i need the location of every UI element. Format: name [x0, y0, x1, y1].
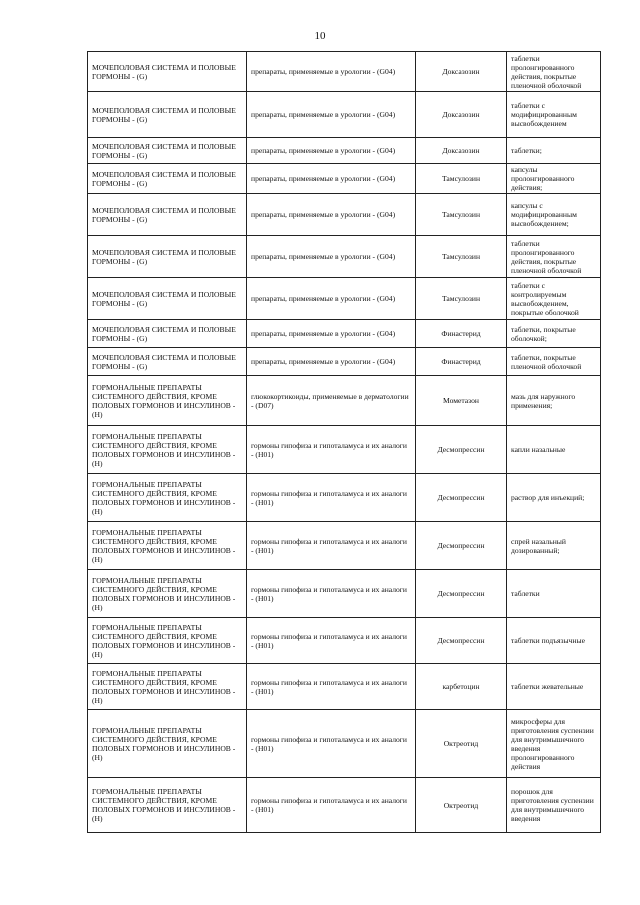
subgroup-cell: препараты, применяемые в урологии - (G04) — [247, 348, 416, 376]
table-row — [88, 138, 601, 164]
table-row — [88, 348, 601, 376]
inn-cell: Тамсулозин — [416, 164, 507, 194]
form-cell: капсулы с модифицированным высвобождением; — [507, 194, 601, 236]
table-row — [88, 236, 601, 278]
form-cell: таблетки, покрытые оболочкой; — [507, 320, 601, 348]
subgroup-cell: препараты, применяемые в урологии - (G04) — [247, 278, 416, 320]
table-row — [88, 278, 601, 320]
inn-cell: Десмопрессин — [416, 426, 507, 474]
group-cell: МОЧЕПОЛОВАЯ СИСТЕМА И ПОЛОВЫЕ ГОРМОНЫ - (G) — [88, 138, 247, 164]
form-cell: таблетки пролонгированного действия, покрытые пленочной оболочкой — [507, 236, 601, 278]
table-row — [88, 376, 601, 426]
subgroup-cell: гормоны гипофиза и гипоталамуса и их аналоги - (H01) — [247, 710, 416, 778]
inn-cell: Доксазозин — [416, 52, 507, 92]
page-number: 10 — [314, 30, 326, 42]
table-row — [88, 426, 601, 474]
inn-cell: Доксазозин — [416, 138, 507, 164]
form-cell: таблетки жевательные — [507, 664, 601, 710]
table-row — [88, 618, 601, 664]
subgroup-cell: глюкокортикоиды, применяемые в дерматологии - (D07) — [247, 376, 416, 426]
form-cell: таблетки; — [507, 138, 601, 164]
subgroup-cell: гормоны гипофиза и гипоталамуса и их аналоги - (H01) — [247, 426, 416, 474]
group-cell: МОЧЕПОЛОВАЯ СИСТЕМА И ПОЛОВЫЕ ГОРМОНЫ - (G) — [88, 164, 247, 194]
group-cell: ГОРМОНАЛЬНЫЕ ПРЕПАРАТЫ СИСТЕМНОГО ДЕЙСТВИЯ, КРОМЕ ПОЛОВЫХ ГОРМОНОВ И ИНСУЛИНОВ - (H) — [88, 778, 247, 833]
group-cell: ГОРМОНАЛЬНЫЕ ПРЕПАРАТЫ СИСТЕМНОГО ДЕЙСТВИЯ, КРОМЕ ПОЛОВЫХ ГОРМОНОВ И ИНСУЛИНОВ - (H) — [88, 522, 247, 570]
subgroup-cell: препараты, применяемые в урологии - (G04) — [247, 92, 416, 138]
inn-cell: Октреотид — [416, 778, 507, 833]
subgroup-cell: препараты, применяемые в урологии - (G04) — [247, 52, 416, 92]
form-cell: порошок для приготовления суспензии для внутримышечного введения — [507, 778, 601, 833]
form-cell: капсулы пролонгированного действия; — [507, 164, 601, 194]
subgroup-cell: препараты, применяемые в урологии - (G04) — [247, 138, 416, 164]
form-cell: таблетки подъязычные — [507, 618, 601, 664]
form-cell: таблетки с контролируемым высвобождением, покрытые оболочкой — [507, 278, 601, 320]
subgroup-cell: гормоны гипофиза и гипоталамуса и их аналоги - (H01) — [247, 570, 416, 618]
subgroup-cell: гормоны гипофиза и гипоталамуса и их аналоги - (H01) — [247, 778, 416, 833]
inn-cell: Мометазон — [416, 376, 507, 426]
group-cell: МОЧЕПОЛОВАЯ СИСТЕМА И ПОЛОВЫЕ ГОРМОНЫ - (G) — [88, 236, 247, 278]
group-cell: МОЧЕПОЛОВАЯ СИСТЕМА И ПОЛОВЫЕ ГОРМОНЫ - (G) — [88, 278, 247, 320]
table-row — [88, 52, 601, 92]
group-cell: МОЧЕПОЛОВАЯ СИСТЕМА И ПОЛОВЫЕ ГОРМОНЫ - (G) — [88, 320, 247, 348]
inn-cell: Тамсулозин — [416, 278, 507, 320]
form-cell: капли назальные — [507, 426, 601, 474]
drug-table-body — [88, 52, 601, 833]
table-row — [88, 194, 601, 236]
table-row — [88, 710, 601, 778]
form-cell: таблетки — [507, 570, 601, 618]
inn-cell: Тамсулозин — [416, 194, 507, 236]
form-cell: таблетки, покрытые пленочной оболочкой — [507, 348, 601, 376]
inn-cell: Десмопрессин — [416, 618, 507, 664]
table-row — [88, 164, 601, 194]
group-cell: ГОРМОНАЛЬНЫЕ ПРЕПАРАТЫ СИСТЕМНОГО ДЕЙСТВИЯ, КРОМЕ ПОЛОВЫХ ГОРМОНОВ И ИНСУЛИНОВ - (H) — [88, 570, 247, 618]
subgroup-cell: препараты, применяемые в урологии - (G04) — [247, 194, 416, 236]
subgroup-cell: препараты, применяемые в урологии - (G04) — [247, 164, 416, 194]
inn-cell: Тамсулозин — [416, 236, 507, 278]
inn-cell: карбетоцин — [416, 664, 507, 710]
group-cell: ГОРМОНАЛЬНЫЕ ПРЕПАРАТЫ СИСТЕМНОГО ДЕЙСТВИЯ, КРОМЕ ПОЛОВЫХ ГОРМОНОВ И ИНСУЛИНОВ - (H) — [88, 618, 247, 664]
subgroup-cell: препараты, применяемые в урологии - (G04) — [247, 236, 416, 278]
group-cell: ГОРМОНАЛЬНЫЕ ПРЕПАРАТЫ СИСТЕМНОГО ДЕЙСТВИЯ, КРОМЕ ПОЛОВЫХ ГОРМОНОВ И ИНСУЛИНОВ - (H) — [88, 474, 247, 522]
group-cell: МОЧЕПОЛОВАЯ СИСТЕМА И ПОЛОВЫЕ ГОРМОНЫ - (G) — [88, 194, 247, 236]
form-cell: мазь для наружного применения; — [507, 376, 601, 426]
form-cell: раствор для инъекций; — [507, 474, 601, 522]
inn-cell: Доксазозин — [416, 92, 507, 138]
inn-cell: Десмопрессин — [416, 522, 507, 570]
inn-cell: Десмопрессин — [416, 570, 507, 618]
table-row — [88, 664, 601, 710]
inn-cell: Финастерид — [416, 348, 507, 376]
subgroup-cell: гормоны гипофиза и гипоталамуса и их аналоги - (H01) — [247, 522, 416, 570]
inn-cell: Десмопрессин — [416, 474, 507, 522]
inn-cell: Октреотид — [416, 710, 507, 778]
table-row — [88, 92, 601, 138]
subgroup-cell: препараты, применяемые в урологии - (G04) — [247, 320, 416, 348]
group-cell: ГОРМОНАЛЬНЫЕ ПРЕПАРАТЫ СИСТЕМНОГО ДЕЙСТВИЯ, КРОМЕ ПОЛОВЫХ ГОРМОНОВ И ИНСУЛИНОВ - (H) — [88, 426, 247, 474]
form-cell: микросферы для приготовления суспензии для внутримышечного введения пролонгированного действия — [507, 710, 601, 778]
table-row — [88, 320, 601, 348]
group-cell: ГОРМОНАЛЬНЫЕ ПРЕПАРАТЫ СИСТЕМНОГО ДЕЙСТВИЯ, КРОМЕ ПОЛОВЫХ ГОРМОНОВ И ИНСУЛИНОВ - (H) — [88, 376, 247, 426]
table-row — [88, 474, 601, 522]
group-cell: МОЧЕПОЛОВАЯ СИСТЕМА И ПОЛОВЫЕ ГОРМОНЫ - (G) — [88, 92, 247, 138]
group-cell: ГОРМОНАЛЬНЫЕ ПРЕПАРАТЫ СИСТЕМНОГО ДЕЙСТВИЯ, КРОМЕ ПОЛОВЫХ ГОРМОНОВ И ИНСУЛИНОВ - (H) — [88, 664, 247, 710]
drug-table — [87, 51, 601, 833]
form-cell: таблетки пролонгированного действия, покрытые пленочной оболочкой — [507, 52, 601, 92]
subgroup-cell: гормоны гипофиза и гипоталамуса и их аналоги - (H01) — [247, 618, 416, 664]
subgroup-cell: гормоны гипофиза и гипоталамуса и их аналоги - (H01) — [247, 474, 416, 522]
group-cell: ГОРМОНАЛЬНЫЕ ПРЕПАРАТЫ СИСТЕМНОГО ДЕЙСТВИЯ, КРОМЕ ПОЛОВЫХ ГОРМОНОВ И ИНСУЛИНОВ - (H) — [88, 710, 247, 778]
table-row — [88, 778, 601, 833]
group-cell: МОЧЕПОЛОВАЯ СИСТЕМА И ПОЛОВЫЕ ГОРМОНЫ - (G) — [88, 52, 247, 92]
form-cell: спрей назальный дозированный; — [507, 522, 601, 570]
table-row — [88, 522, 601, 570]
group-cell: МОЧЕПОЛОВАЯ СИСТЕМА И ПОЛОВЫЕ ГОРМОНЫ - (G) — [88, 348, 247, 376]
table-row — [88, 570, 601, 618]
inn-cell: Финастерид — [416, 320, 507, 348]
subgroup-cell: гормоны гипофиза и гипоталамуса и их аналоги - (H01) — [247, 664, 416, 710]
form-cell: таблетки с модифицированным высвобождением — [507, 92, 601, 138]
